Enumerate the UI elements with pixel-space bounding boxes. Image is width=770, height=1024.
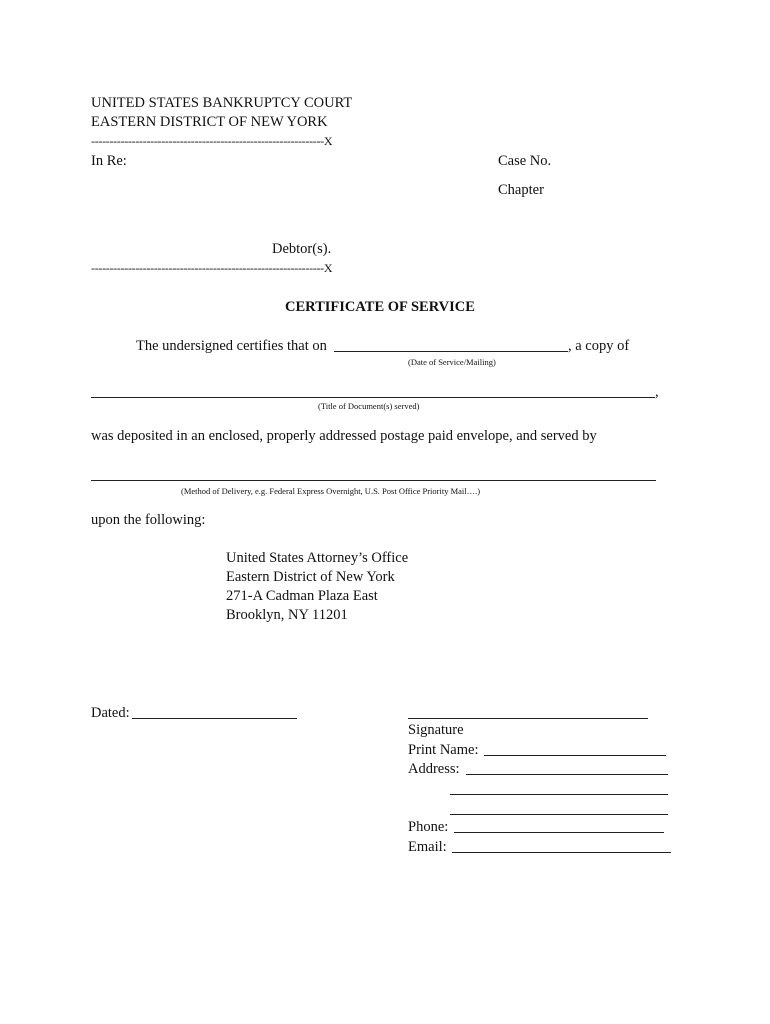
document-comma: , xyxy=(655,384,659,400)
method-caption: (Method of Delivery, e.g. Federal Express Overnight, U.S. Post Office Priority Mail….) xyxy=(181,486,481,496)
court-district: EASTERN DISTRICT OF NEW YORK xyxy=(91,114,328,130)
case-no-label: Case No. xyxy=(498,153,552,169)
date-of-service-field[interactable] xyxy=(334,351,568,352)
document-title: CERTIFICATE OF SERVICE xyxy=(285,299,475,315)
print-name-field[interactable] xyxy=(484,755,666,756)
deposited-text: was deposited in an enclosed, properly addressed postage paid envelope, and served by xyxy=(91,428,597,444)
print-name-label: Print Name: xyxy=(408,742,479,758)
email-label: Email: xyxy=(408,839,447,855)
debtors-label: Debtor(s). xyxy=(272,241,332,257)
delivery-method-field[interactable] xyxy=(91,480,656,481)
copy-of-text: , a copy of xyxy=(568,338,630,354)
recipient-line-1: United States Attorney’s Office xyxy=(226,550,409,566)
signature-label: Signature xyxy=(408,722,464,738)
recipient-line-2: Eastern District of New York xyxy=(226,569,395,585)
signature-field[interactable] xyxy=(408,718,648,719)
document-caption: (Title of Document(s) served) xyxy=(318,401,420,411)
address-label: Address: xyxy=(408,761,460,777)
address-field-line-1[interactable] xyxy=(466,774,668,775)
chapter-label: Chapter xyxy=(498,182,544,198)
address-field-line-2[interactable] xyxy=(450,794,668,795)
date-caption: (Date of Service/Mailing) xyxy=(408,357,496,367)
dated-field[interactable] xyxy=(132,718,297,719)
recipient-line-4: Brooklyn, NY 11201 xyxy=(226,607,348,623)
address-field-line-3[interactable] xyxy=(450,814,668,815)
email-field[interactable] xyxy=(452,852,671,853)
dated-label: Dated: xyxy=(91,705,130,721)
phone-field[interactable] xyxy=(454,832,664,833)
caption-separator-bottom: ---------------------------------------------------------------X xyxy=(91,261,333,275)
certifies-text: The undersigned certifies that on xyxy=(136,338,327,354)
phone-label: Phone: xyxy=(408,819,449,835)
upon-following-text: upon the following: xyxy=(91,512,206,528)
caption-separator-top: ---------------------------------------------------------------X xyxy=(91,134,333,148)
in-re-label: In Re: xyxy=(91,153,127,169)
court-name: UNITED STATES BANKRUPTCY COURT xyxy=(91,95,353,111)
recipient-line-3: 271-A Cadman Plaza East xyxy=(226,588,378,604)
document-title-field[interactable] xyxy=(91,397,655,398)
